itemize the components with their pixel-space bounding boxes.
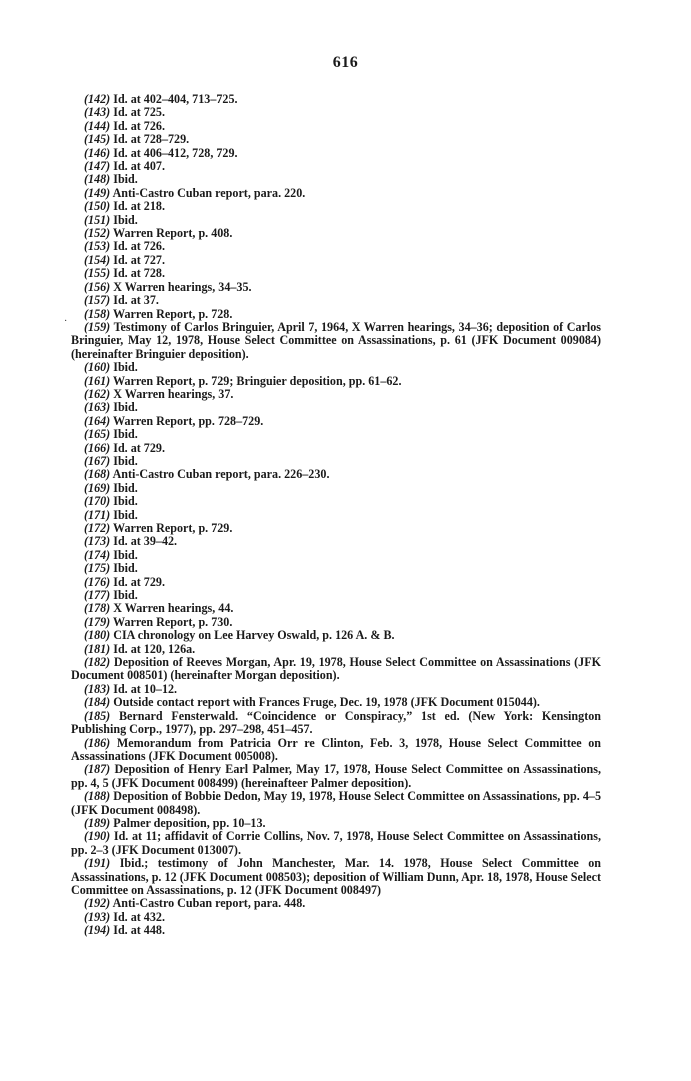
endnote-text: Ibid. [113, 427, 138, 442]
endnote-number: (176) [84, 574, 111, 589]
endnote [71, 455, 601, 468]
endnote-text: Palmer deposition, pp. 10–13. [113, 815, 266, 830]
endnote-text: Id. at 432. [113, 909, 165, 924]
endnote [71, 656, 601, 683]
endnote-number: (188) [84, 789, 111, 804]
endnote [71, 254, 601, 267]
endnote-text: Ibid. [113, 480, 138, 495]
endnote [71, 281, 601, 294]
endnote [71, 576, 601, 589]
endnote [71, 817, 601, 830]
endnote-text: Ibid. [113, 588, 138, 603]
endnote-number: (148) [84, 172, 111, 187]
endnote [71, 629, 601, 642]
endnote-number: (184) [84, 695, 111, 710]
endnote-number: (181) [84, 641, 111, 656]
endnote-text: Testimony of Carlos Bringuier, April 7, 1964, X Warren hearings, 34–36; deposition of Carlos Bringuier, May 12, 1978, House Select Committee on Assassinations, p. 61 (JFK Document 009084) (hereinafter Bringuier deposition). [71, 319, 601, 361]
endnote-text: Ibid. [113, 507, 138, 522]
endnote-number: (152) [84, 226, 111, 241]
endnote-number: (146) [84, 145, 111, 160]
endnote-text: Ibid. [113, 172, 138, 187]
endnote-number: (161) [84, 373, 111, 388]
endnote-text: Id. at 218. [113, 199, 165, 214]
endnote-text: Id. at 406–412, 728, 729. [113, 145, 238, 160]
endnote-number: (171) [84, 507, 111, 522]
endnote-number: (155) [84, 266, 111, 281]
endnote-text: Id. at 726. [113, 118, 165, 133]
endnote [71, 267, 601, 280]
endnote-number: (165) [84, 427, 111, 442]
endnote [71, 361, 601, 374]
endnote-text: Id. at 10–12. [113, 681, 178, 696]
endnote [71, 790, 601, 817]
endnote-text: Id. at 728. [113, 266, 165, 281]
endnote [71, 173, 601, 186]
endnote [71, 763, 601, 790]
endnote [71, 522, 601, 535]
endnote [71, 549, 601, 562]
endnote-text: Anti-Castro Cuban report, para. 226–230. [112, 467, 330, 482]
endnote-text: Ibid. [113, 561, 138, 576]
endnote-number: (186) [84, 735, 111, 750]
endnote-text: Id. at 11; affidavit of Corrie Collins, Nov. 7, 1978, House Select Committee on Assassinations, pp. 2–3 (JFK Document 013007). [71, 829, 601, 857]
endnote-text: Deposition of Reeves Morgan, Apr. 19, 1978, House Select Committee on Assassinations (JFK Document 008501) (hereinafter Morgan deposition). [71, 655, 602, 683]
endnote [71, 562, 601, 575]
endnote [71, 602, 601, 615]
endnote [71, 509, 601, 522]
endnote-number: (160) [84, 360, 111, 375]
endnote-number: (187) [84, 762, 111, 777]
endnote [71, 710, 601, 737]
endnote [71, 187, 601, 200]
endnote [71, 160, 601, 173]
endnote [71, 401, 601, 414]
endnote-number: (193) [84, 909, 111, 924]
endnote [71, 321, 601, 361]
endnote-number: (157) [84, 293, 111, 308]
endnote-number: (191) [84, 856, 111, 871]
endnote-text: Memorandum from Patricia Orr re Clinton, Feb. 3, 1978, House Select Committee on Assassinations (JFK Document 005008). [71, 735, 601, 763]
endnote [71, 106, 601, 119]
endnote [71, 240, 601, 253]
endnote-number: (149) [84, 185, 111, 200]
endnote-number: (164) [84, 413, 111, 428]
endnote-number: (189) [84, 815, 111, 830]
endnote-number: (185) [84, 708, 111, 723]
endnote-text: Warren Report, p. 728. [113, 306, 233, 321]
endnote-text: Id. at 726. [113, 239, 165, 254]
endnote-number: (159) [84, 319, 111, 334]
endnote [71, 737, 601, 764]
endnote-number: (167) [84, 453, 111, 468]
endnote-text: Id. at 729. [113, 574, 165, 589]
endnote-text: Id. at 729. [113, 440, 165, 455]
endnote-text: Anti-Castro Cuban report, para. 448. [112, 896, 306, 911]
endnote-text: Ibid. [113, 494, 138, 509]
endnote-number: (144) [84, 118, 111, 133]
endnote-text: Id. at 725. [113, 105, 165, 120]
endnotes-list [71, 93, 601, 938]
page-number: 616 [332, 54, 359, 71]
endnote-text: X Warren hearings, 34–35. [113, 279, 252, 294]
endnote [71, 428, 601, 441]
endnote-number: (166) [84, 440, 111, 455]
endnote-number: (150) [84, 199, 111, 214]
endnote-number: (190) [84, 829, 111, 844]
endnote-number: (142) [84, 92, 111, 106]
endnote-number: (175) [84, 561, 111, 576]
endnote [71, 589, 601, 602]
endnote-text: Outside contact report with Frances Fruge, Dec. 19, 1978 (JFK Document 015044). [113, 695, 540, 710]
endnote-number: (172) [84, 521, 111, 535]
endnote [71, 683, 601, 696]
endnote [71, 830, 601, 857]
endnote-number: (162) [84, 386, 111, 401]
endnote-number: (182) [84, 655, 111, 670]
endnote-number: (169) [84, 480, 111, 495]
endnote [71, 200, 601, 213]
endnote [71, 468, 601, 481]
endnote-text: Id. at 402–404, 713–725. [113, 92, 238, 106]
endnote-text: Id. at 39–42. [113, 534, 178, 549]
endnote-number: (153) [84, 239, 111, 254]
endnote-text: Deposition of Bobbie Dedon, May 19, 1978, House Select Committee on Assassinations, pp. 4–5 (JFK Document 008498). [71, 789, 601, 817]
endnote-text: Warren Report, p. 408. [113, 226, 233, 241]
endnote-number: (179) [84, 614, 111, 629]
endnote-number: (145) [84, 132, 111, 147]
endnote-text: Anti-Castro Cuban report, para. 220. [112, 185, 306, 200]
endnote-number: (194) [84, 923, 111, 938]
endnote-number: (156) [84, 279, 111, 294]
endnote [71, 147, 601, 160]
endnote [71, 857, 601, 897]
endnote-number: (147) [84, 159, 111, 174]
endnote-number: (177) [84, 588, 111, 603]
endnote-text: Id. at 728–729. [113, 132, 190, 147]
endnote-text: Ibid. [113, 360, 138, 375]
endnote-text: Ibid. [113, 400, 138, 415]
endnote-text: X Warren hearings, 37. [113, 386, 234, 401]
endnote [71, 415, 601, 428]
endnote [71, 227, 601, 240]
endnote-text: Warren Report, pp. 728–729. [113, 413, 264, 428]
endnote-text: X Warren hearings, 44. [113, 601, 234, 616]
endnote-text: Id. at 727. [113, 252, 165, 267]
endnote [71, 897, 601, 910]
endnote-number: (183) [84, 681, 111, 696]
endnote [71, 442, 601, 455]
endnote-number: (178) [84, 601, 111, 616]
endnote-text: Id. at 120, 126a. [113, 641, 196, 656]
endnote [71, 495, 601, 508]
endnote-text: Ibid. [113, 453, 138, 468]
endnote-number: (158) [84, 306, 111, 321]
endnote-text: CIA chronology on Lee Harvey Oswald, p. 126 A. & B. [113, 628, 395, 643]
endnote-text: Warren Report, p. 729; Bringuier deposition, pp. 61–62. [113, 373, 402, 388]
endnote-text: Ibid.; testimony of John Manchester, Mar. 14. 1978, House Select Committee on Assassinations, p. 12 (JFK Document 008503); deposition of William Dunn, Apr. 18, 1978, House Select Committee on Assassinations, p. 12 (JFK Document 008497) [71, 856, 601, 897]
endnote [71, 93, 601, 106]
endnote-number: (168) [84, 467, 111, 482]
endnote [71, 696, 601, 709]
endnote-text: Ibid. [113, 547, 138, 562]
endnote [71, 214, 601, 227]
endnote [71, 535, 601, 548]
endnote-text: Id. at 37. [113, 293, 159, 308]
endnote-number: (143) [84, 105, 111, 120]
endnote [71, 375, 601, 388]
stray-mark: · [64, 316, 68, 327]
endnote-text: Id. at 448. [113, 923, 165, 938]
endnote-text: Bernard Fensterwald. “Coincidence or Conspiracy,” 1st ed. (New York: Kensington Publishing Corp., 1977), pp. 297–298, 451–457. [71, 708, 601, 737]
endnote [71, 308, 601, 321]
endnote-number: (163) [84, 400, 111, 415]
endnote [71, 616, 601, 629]
endnote-number: (170) [84, 494, 111, 509]
endnote-number: (174) [84, 547, 111, 562]
endnote [71, 120, 601, 133]
endnote [71, 482, 601, 495]
endnote [71, 388, 601, 401]
endnote [71, 643, 601, 656]
endnote-text: Deposition of Henry Earl Palmer, May 17, 1978, House Select Committee on Assassinations, pp. 4, 5 (JFK Document 008499) (hereinafteer Palmer deposition). [71, 762, 601, 790]
endnote [71, 294, 601, 307]
endnote-text: Warren Report, p. 729. [113, 521, 233, 535]
endnote-number: (192) [84, 896, 111, 911]
endnote-text: Warren Report, p. 730. [113, 614, 233, 629]
endnote-number: (180) [84, 628, 111, 643]
endnote [71, 133, 601, 146]
endnote [71, 924, 601, 937]
endnote-number: (151) [84, 212, 111, 227]
endnote-number: (173) [84, 534, 111, 549]
endnote [71, 911, 601, 924]
endnote-text: Ibid. [113, 212, 138, 227]
endnote-number: (154) [84, 252, 111, 267]
endnote-text: Id. at 407. [113, 159, 165, 174]
